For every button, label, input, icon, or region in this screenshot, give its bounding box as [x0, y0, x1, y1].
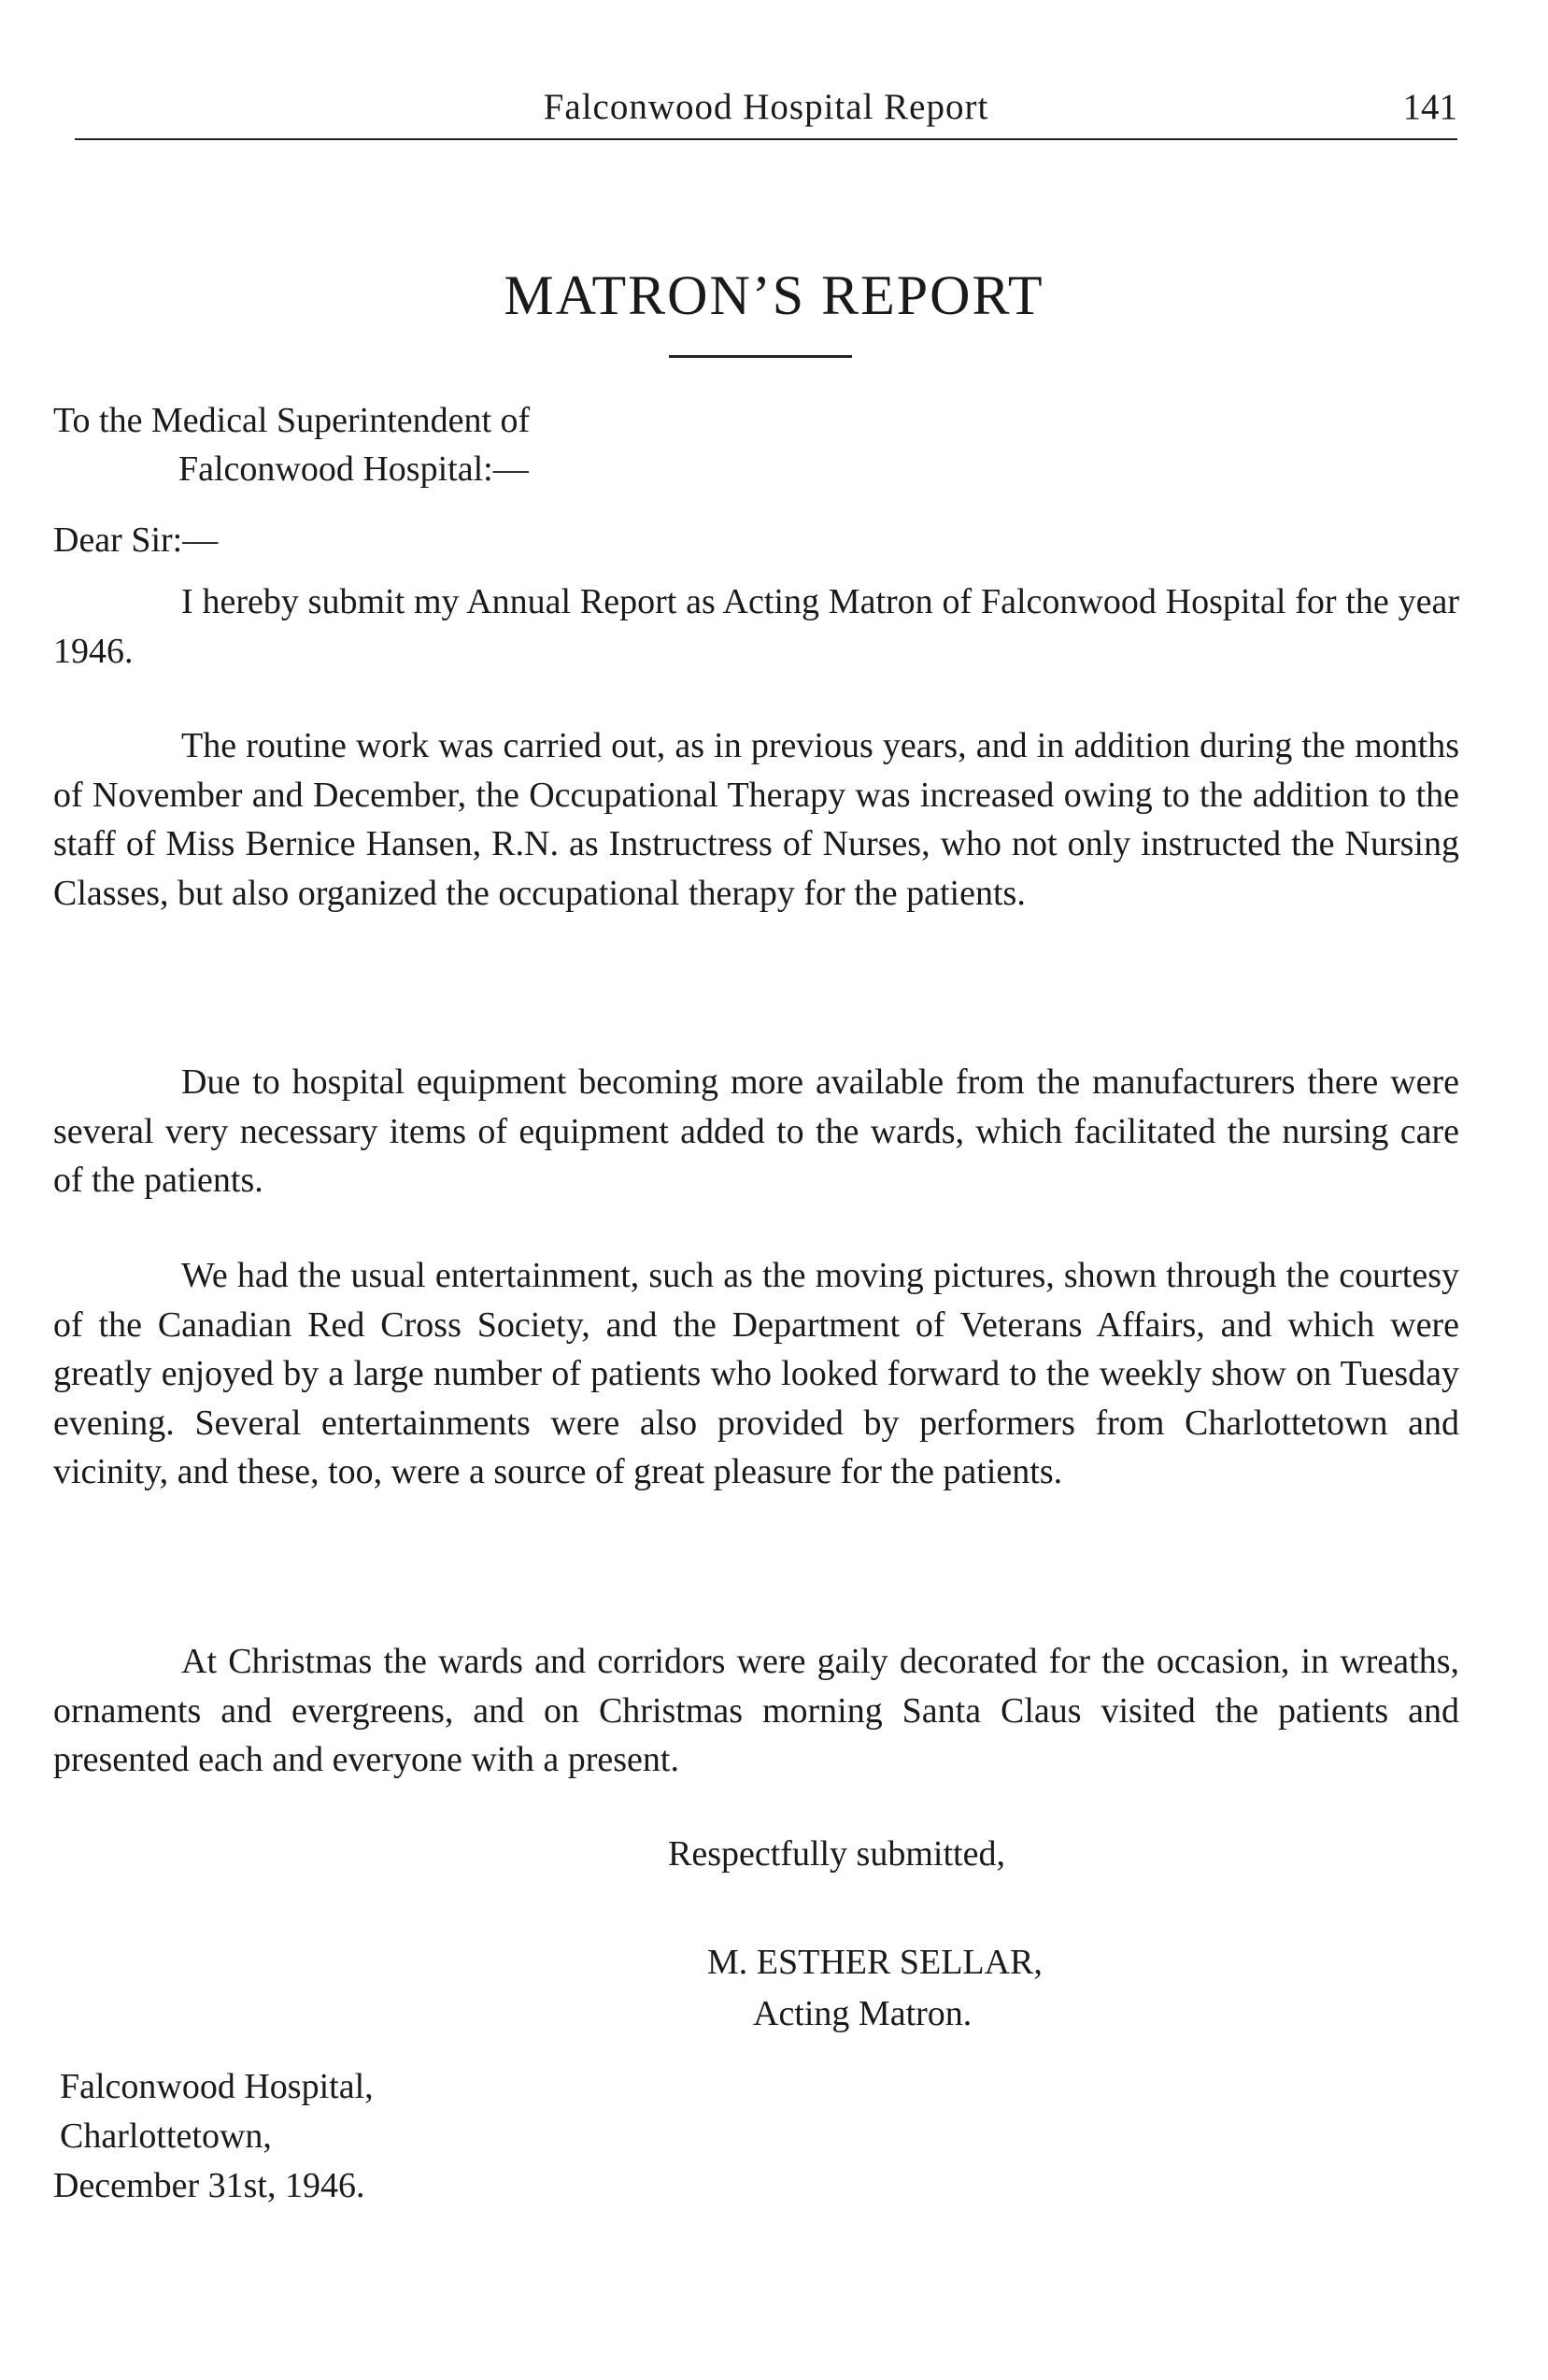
place-line-2: Charlottetown, [60, 2116, 272, 2156]
address-line-1: To the Medical Superintendent of [53, 401, 531, 440]
page-number: 141 [1402, 87, 1457, 127]
paragraph-intro: I hereby submit my Annual Report as Acting Matron of Falconwood Hospital for the year 1946. [53, 582, 1459, 671]
address-line-2: Falconwood Hospital:— [178, 449, 529, 489]
paragraph-routine-work: The routine work was carried out, as in previous years, and in addition during the months of November and December, the Occupational Therapy was increased owing to the addition to the staff of Miss Bernice Hansen, R.N. as Instructress of Nurses, who not only instructed the Nursing Classes, but also organized the occupational therapy for the patients. [53, 726, 1459, 913]
signatory-title: Acting Matron. [753, 1994, 973, 2033]
paragraph-equipment: Due to hospital equipment becoming more available from the manufacturers there were several very necessary items of equipment added to the wards, which facilitated the nursing care of the patients. [53, 1062, 1459, 1200]
running-title: Falconwood Hospital Report [543, 87, 989, 127]
page-title: MATRON’S REPORT [504, 264, 1044, 326]
signatory-name: M. ESTHER SELLAR, [707, 1943, 1043, 1982]
date-line: December 31st, 1946. [53, 2166, 365, 2205]
title-underline-rule [669, 355, 852, 358]
paragraph-entertainment: We had the usual entertainment, such as the moving pictures, shown through the courtesy of the Canadian Red Cross Society, and the Department of Veterans Affairs, and which were greatly enjoyed by a large number of patients who looked forward to the weekly show on Tuesday evening. Several entertainments were also provided by performers from Charlottetown and vicinity, and these, too, were a source of great pleasure for the patients. [53, 1256, 1459, 1491]
running-head [75, 82, 1457, 140]
greeting: Dear Sir:— [53, 520, 219, 560]
paragraph-christmas: At Christmas the wards and corridors were gaily decorated for the occasion, in wreaths, ornaments and evergreens, and on Christmas morning Santa Claus visited the patients and presented each and everyone with a present. [53, 1642, 1459, 1779]
valediction: Respectfully submitted, [668, 1834, 1005, 1874]
place-line-1: Falconwood Hospital, [60, 2067, 374, 2106]
